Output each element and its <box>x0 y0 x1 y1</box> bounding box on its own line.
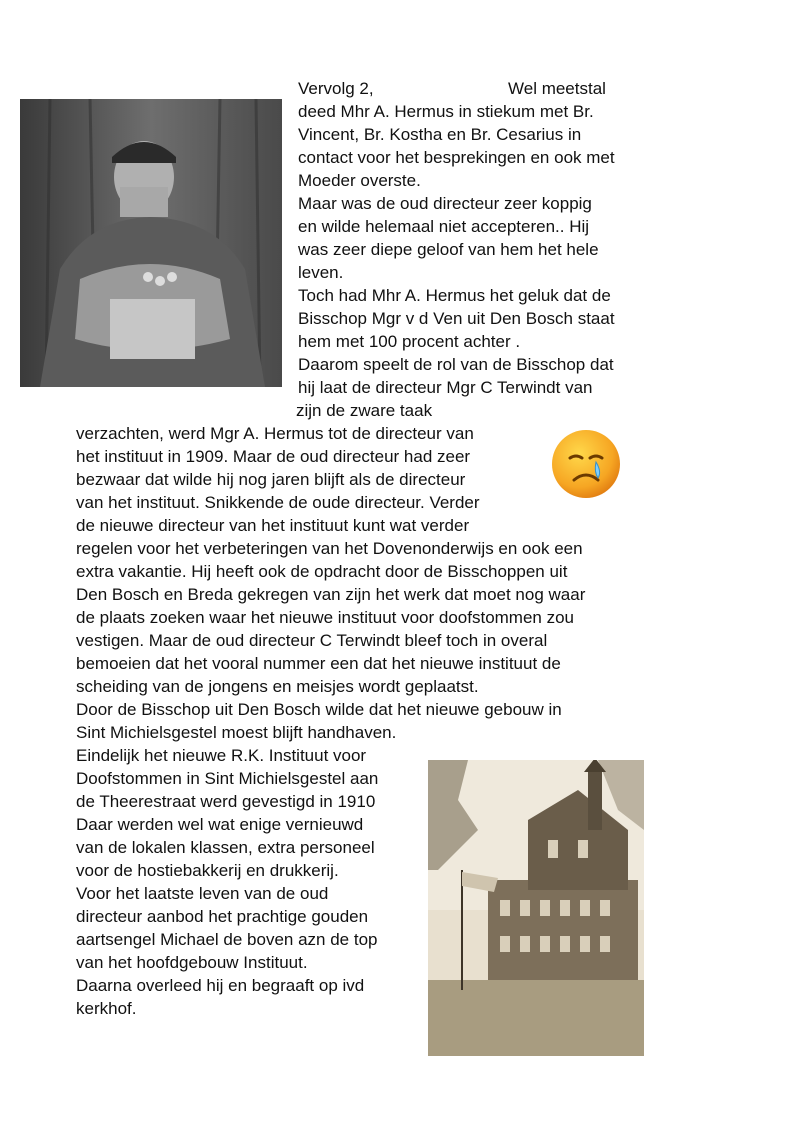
text-line: en wilde helemaal niet accepteren.. Hij <box>298 217 590 236</box>
text-line: verzachten, werd Mgr A. Hermus tot de directeur van <box>76 424 474 443</box>
text-line: directeur aanbod het prachtige gouden <box>76 907 369 926</box>
text-line: Doofstommen in Sint Michielsgestel aan <box>76 769 379 788</box>
text-line: extra vakantie. Hij heeft ook de opdracht door de Bisschoppen uit <box>76 562 568 581</box>
text-line: was zeer diepe geloof van hem het hele <box>298 240 599 259</box>
text-line: Daarna overleed hij en begraaft op ivd <box>76 976 365 995</box>
text-line: het instituut in 1909. Maar de oud directeur had zeer <box>76 447 471 466</box>
text-line: de nieuwe directeur van het instituut kunt wat verder <box>76 516 470 535</box>
text-line: Toch had Mhr A. Hermus het geluk dat de <box>298 286 611 305</box>
text-line: van het instituut. Snikkende de oude directeur. Verder <box>76 493 480 512</box>
text-line: regelen voor het verbeteringen van het Dovenonderwijs en ook een <box>76 539 583 558</box>
text-line: deed Mhr A. Hermus in stiekum met Br. <box>298 102 594 121</box>
text-line: bezwaar dat wilde hij nog jaren blijft als de directeur <box>76 470 466 489</box>
text-line: hij laat de directeur Mgr C Terwindt van <box>298 378 593 397</box>
crying-face-icon <box>550 428 622 500</box>
text-line: Daarom speelt de rol van de Bisschop dat <box>298 355 614 374</box>
institute-building-photo <box>428 760 644 1056</box>
portrait-photo <box>20 99 282 387</box>
text-line: Eindelijk het nieuwe R.K. Instituut voor <box>76 746 367 765</box>
header-left: Vervolg 2, <box>298 79 374 98</box>
text-line: aartsengel Michael de boven azn de top <box>76 930 378 949</box>
text-line: contact voor het besprekingen en ook met <box>298 148 615 167</box>
text-line: de Theerestraat werd gevestigd in 1910 <box>76 792 376 811</box>
text-line: de plaats zoeken waar het nieuwe instituut voor doofstommen zou <box>76 608 575 627</box>
text-line: Maar was de oud directeur zeer koppig <box>298 194 592 213</box>
text-line: Moeder overste. <box>298 171 421 190</box>
text-line: hem met 100 procent achter . <box>298 332 521 351</box>
text-line: van het hoofdgebouw Instituut. <box>76 953 308 972</box>
text-line: Sint Michielsgestel moest blijft handhaven. <box>76 723 397 742</box>
text-line: Voor het laatste leven van de oud <box>76 884 329 903</box>
text-line: Door de Bisschop uit Den Bosch wilde dat het nieuwe gebouw in <box>76 700 562 719</box>
text-line: van de lokalen klassen, extra personeel <box>76 838 375 857</box>
text-line: Daar werden wel wat enige vernieuwd <box>76 815 364 834</box>
text-line: voor de hostiebakkerij en drukkerij. <box>76 861 339 880</box>
text-line: leven. <box>298 263 344 282</box>
text-line: vestigen. Maar de oud directeur C Terwindt bleef toch in overal <box>76 631 548 650</box>
text-line: bemoeien dat het vooral nummer een dat het nieuwe instituut de <box>76 654 561 673</box>
text-line: kerkhof. <box>76 999 137 1018</box>
text-line: scheiding van de jongens en meisjes wordt geplaatst. <box>76 677 479 696</box>
text-line: Bisschop Mgr v d Ven uit Den Bosch staat <box>298 309 615 328</box>
text-line: Den Bosch en Breda gekregen van zijn het werk dat moet nog waar <box>76 585 586 604</box>
header-right: Wel meetstal <box>508 79 606 98</box>
text-line: Vincent, Br. Kostha en Br. Cesarius in <box>298 125 582 144</box>
text-line: zijn de zware taak <box>296 401 433 420</box>
